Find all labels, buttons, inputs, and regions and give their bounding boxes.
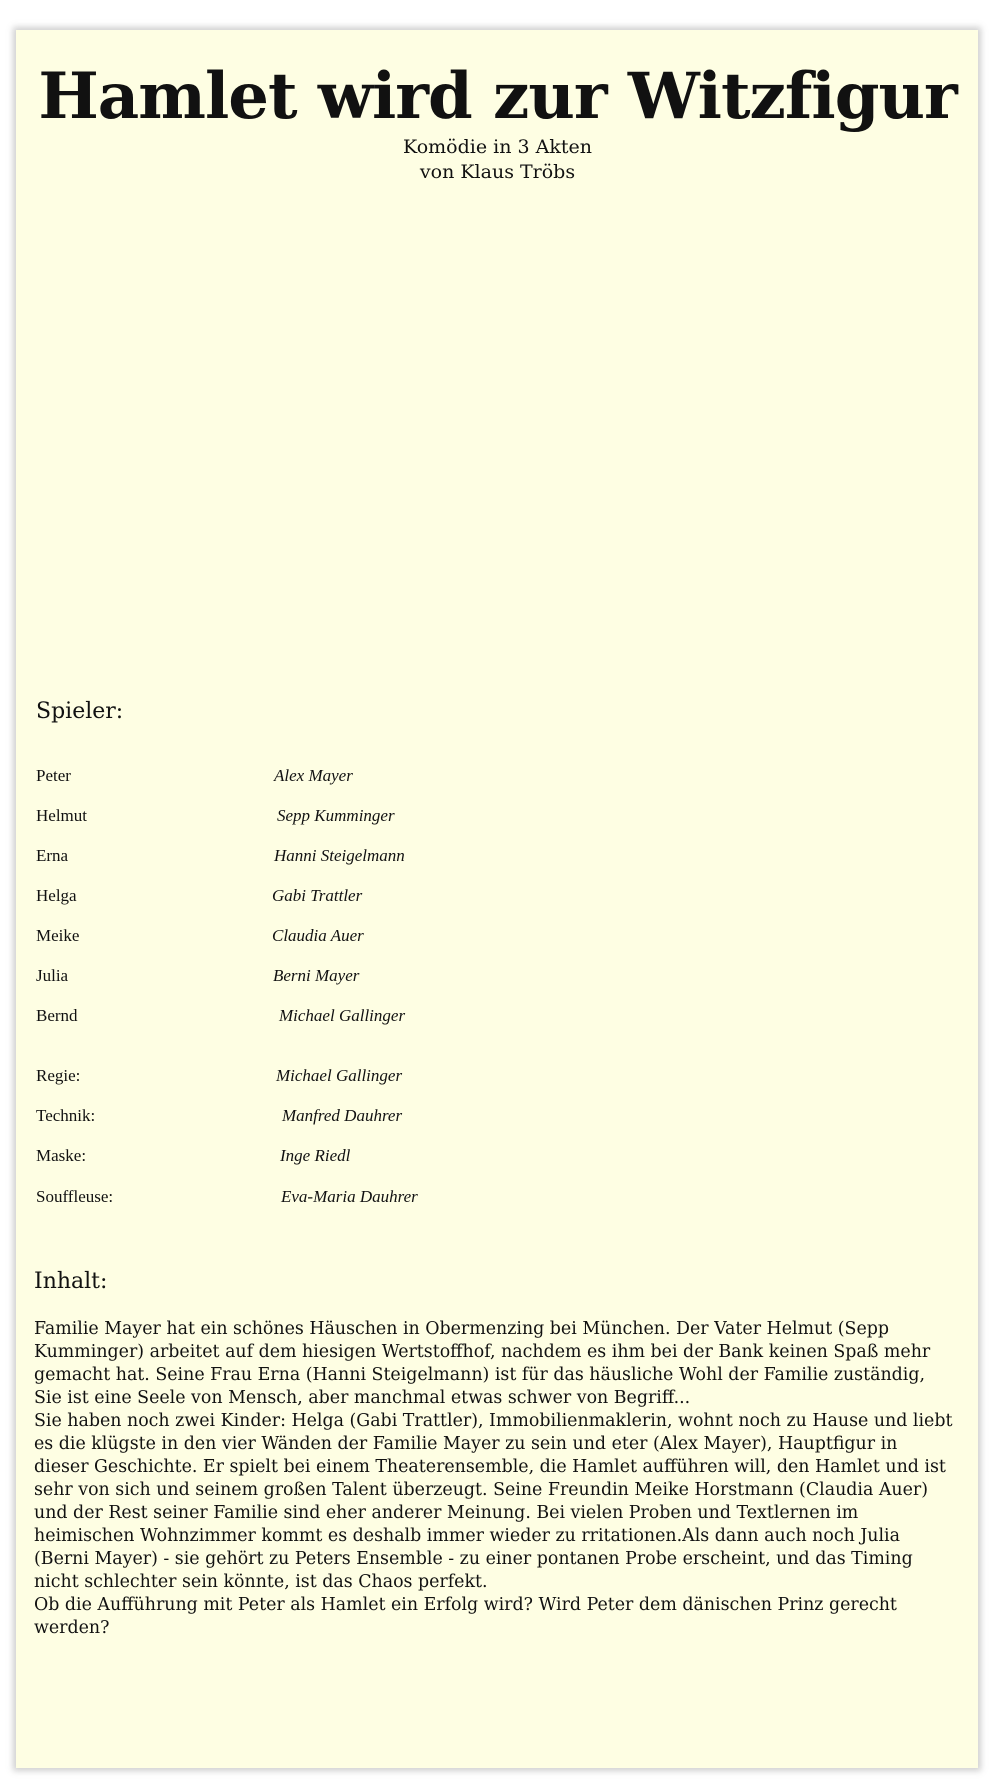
synopsis-heading: Inhalt: (34, 1269, 108, 1294)
actor-name: Alex Mayer (274, 766, 353, 785)
actor-name: Hanni Steigelmann (274, 846, 405, 865)
cast-row (36, 884, 636, 908)
synopsis-paragraph: Familie Mayer hat ein schönes Häuschen in Obermenzing bei München. Der Vater Helmut (Sepp Kumminger) arbeitet auf dem hiesigen Wertstoffhof, nachdem es ihm bei der Bank keinen Spaß mehr gemacht hat. Seine Frau Erna (Hanni Steigelmann) ist für das häusliche Wohl der Familie zuständig, Sie ist eine Seele von Mensch, aber manchmal etwas schwer von Begriff... (34, 1319, 931, 1408)
cast-row (36, 964, 636, 988)
crew-role: Regie: (36, 1066, 81, 1085)
crew-role: Maske: (36, 1146, 87, 1165)
crew-role: Technik: (36, 1106, 96, 1125)
role-name: Helmut (36, 806, 87, 825)
cast-row (36, 804, 636, 828)
crew-name: Manfred Dauhrer (282, 1106, 403, 1125)
actor-name: Gabi Trattler (272, 886, 363, 905)
role-name: Peter (36, 766, 71, 785)
role-name: Bernd (36, 1006, 78, 1025)
crew-row (36, 1064, 636, 1088)
actor-name: Michael Gallinger (279, 1006, 406, 1025)
cast-row (36, 764, 636, 788)
crew-name: Michael Gallinger (276, 1066, 403, 1085)
role-name: Meike (36, 926, 80, 945)
role-name: Julia (36, 966, 69, 985)
play-author: von Klaus Tröbs (419, 161, 576, 183)
crew-name: Inge Riedl (280, 1146, 351, 1165)
synopsis-paragraph: Ob die Aufführung mit Peter als Hamlet ein Erfolg wird? Wird Peter dem dänischen Prinz gerecht werden? (34, 1595, 897, 1638)
cast-heading: Spieler: (36, 699, 124, 724)
crew-role: Souffleuse: (36, 1187, 114, 1206)
cast-row (36, 924, 636, 948)
crew-row (36, 1144, 636, 1168)
crew-name: Eva-Maria Dauhrer (281, 1187, 418, 1206)
actor-name: Berni Mayer (273, 966, 360, 985)
synopsis-paragraph: Sie haben noch zwei Kinder: Helga (Gabi Trattler), Immobilienmaklerin, wohnt noch zu Hause und liebt es die klügste in den vier Wänden der Familie Mayer zu sein und eter (Alex Mayer), Hauptfigur in dieser Geschichte. Er spielt bei einem Theaterensemble, die Hamlet aufführen will, den Hamlet und ist sehr von sich und seinem großen Talent überzeugt. Seine Freundin Meike Horstmann (Claudia Auer) und der Rest seiner Familie sind eher anderer Meinung. Bei vielen Proben und Textlernen im heimischen Wohnzimmer kommt es deshalb immer wieder zu rritationen.Als dann auch noch Julia (Berni Mayer) - sie gehört zu Peters Ensemble - zu einer pontanen Probe erscheint, und das Timing nicht schlechter sein könnte, ist das Chaos perfekt. (34, 1411, 953, 1592)
play-genre: Komödie in 3 Akten (403, 136, 592, 158)
actor-name: Sepp Kumminger (277, 806, 395, 825)
cast-row (36, 844, 636, 868)
role-name: Helga (36, 886, 77, 905)
cast-row (36, 1004, 636, 1028)
crew-row (36, 1185, 636, 1209)
role-name: Erna (36, 846, 69, 865)
crew-row (36, 1104, 636, 1128)
synopsis-text (34, 1318, 954, 1640)
actor-name: Claudia Auer (272, 926, 364, 945)
play-title: Hamlet wird zur Witzfigur (38, 59, 957, 134)
